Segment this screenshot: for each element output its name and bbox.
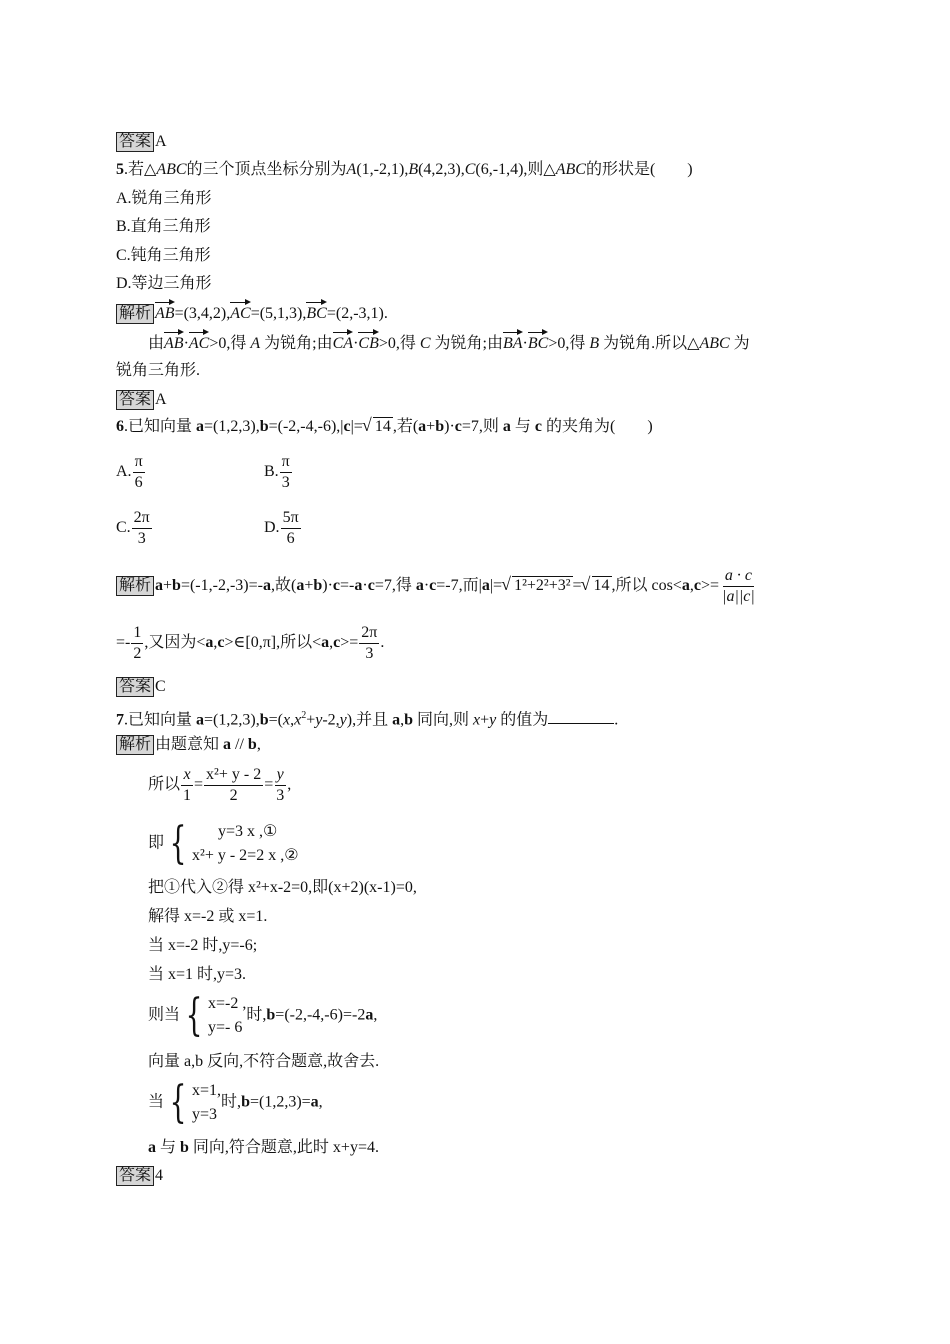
q5-answer-line: 答案 A: [116, 390, 167, 410]
q7-ratio-line: 所以 $\frac{x}{1}$ = $\frac{\text{x²+ y - 2}}{2}$ = $\frac{y}{3}$ ,: [148, 766, 292, 804]
vector-ac: AC: [230, 300, 250, 324]
q6-option-b: B. $\frac{\pi}{3}$: [264, 453, 290, 491]
sqrt-14: √ 14: [363, 417, 393, 437]
cos-fraction: $\frac{a \cdot c}{|a||c|}$: [722, 567, 755, 605]
q7-conclusion-line: a 与 b 同向,符合题意,此时 x+y=4.: [148, 1139, 379, 1156]
q6-stem: 6.已知向量 a=(1,2,3),b=(-2,-4,-6),|c|=√ 14 ,若(a+b)·c=7,则 a 与 c 的夹角为( ): [116, 417, 653, 437]
answer-blank: [548, 709, 614, 724]
q6-analysis-line1: 解析 a+b=(-1,-2,-3)=-a,故(a+b)·c=-a·c=7,得 a·c=-7,而|a|=√ 1²+2²+3² =√ 14 ,所以 cos<a,c>= $\frac{a \cdot c}{|a||c|}$: [116, 566, 758, 607]
vector-ab: AB: [155, 300, 175, 324]
q5-analysis-line1: 解析 AB=(3,4,2),AC=(5,1,3),BC=(2,-3,1).: [116, 300, 388, 324]
q7-check2-line: 当 { x=1, y=3 时,b=(1,2,3)=a,: [148, 1077, 323, 1128]
q7-system-line: 即 { y=3 x ,① x²+ y - 2=2 x ,②: [148, 818, 299, 869]
q6-option-c: C. $\frac{2\pi}{3}$: [116, 509, 150, 547]
q5-analysis-line2: 由AB·AC>0,得 A 为锐角;由CA·CB>0,得 C 为锐角;由BA·BC>0,得 B 为锐角.所以△ABC 为: [148, 330, 750, 354]
q6-analysis-line2: =- $\frac{1}{2}$ ,又因为<a,c>∈[0,π],所以<a,c>= $\frac{2\pi}{3}$ .: [116, 624, 385, 662]
q7-substitute-line: 把①代入②得 x²+x-2=0,即(x+2)(x-1)=0,: [148, 879, 417, 896]
q6-option-a: A. $\frac{\pi}{6}$: [116, 453, 143, 491]
q7-stem: 7.已知向量 $a=(1,2,3),b=(x,x^2+y-2,y)$,并且 a,b 同向,则 x+y 的值为 .: [116, 710, 619, 729]
q5-answer: A: [155, 391, 167, 408]
q7-check1-line: 则当 { x=-2 , y=- 6 时,b=(-2,-4,-6)=-2a,: [148, 990, 378, 1041]
q7-answer: 4: [155, 1167, 164, 1184]
q7-reject-line: 向量 a,b 反向,不符合题意,故舍去.: [148, 1053, 380, 1070]
q7-case2-line: 当 x=1 时,y=3.: [148, 966, 247, 983]
q5-stem: 5.若△ABC的三个顶点坐标分别为A(1,-2,1),B(4,2,3),C(6,-1,4),则△ABC的形状是( ): [116, 161, 693, 178]
analysis-tag: 解析: [116, 304, 154, 324]
q4-answer-line: [116, 132, 167, 152]
q7-case1-line: 当 x=-2 时,y=-6;: [148, 937, 258, 954]
q5-analysis-line3: 锐角三角形.: [116, 362, 201, 379]
q6-answer-line: 答案 C: [116, 677, 166, 697]
q4-answer: A: [155, 133, 167, 150]
q5-option-a: A.锐角三角形: [116, 190, 212, 207]
q7-solve-line: 解得 x=-2 或 x=1.: [148, 908, 268, 925]
q6-answer: C: [155, 678, 166, 695]
q5-option-b: B.直角三角形: [116, 218, 211, 235]
q7-analysis-line1: 解析 由题意知 a // b,: [116, 735, 261, 755]
vector-bc: BC: [306, 300, 326, 324]
q5-option-d: D.等边三角形: [116, 275, 212, 292]
q7-answer-line: 答案 4: [116, 1166, 163, 1186]
q5-number: 5: [116, 161, 124, 178]
q6-option-d: D. $\frac{5\pi}{6}$: [264, 509, 299, 547]
answer-tag: 答案: [116, 132, 154, 152]
q5-option-c: C.钝角三角形: [116, 247, 211, 264]
